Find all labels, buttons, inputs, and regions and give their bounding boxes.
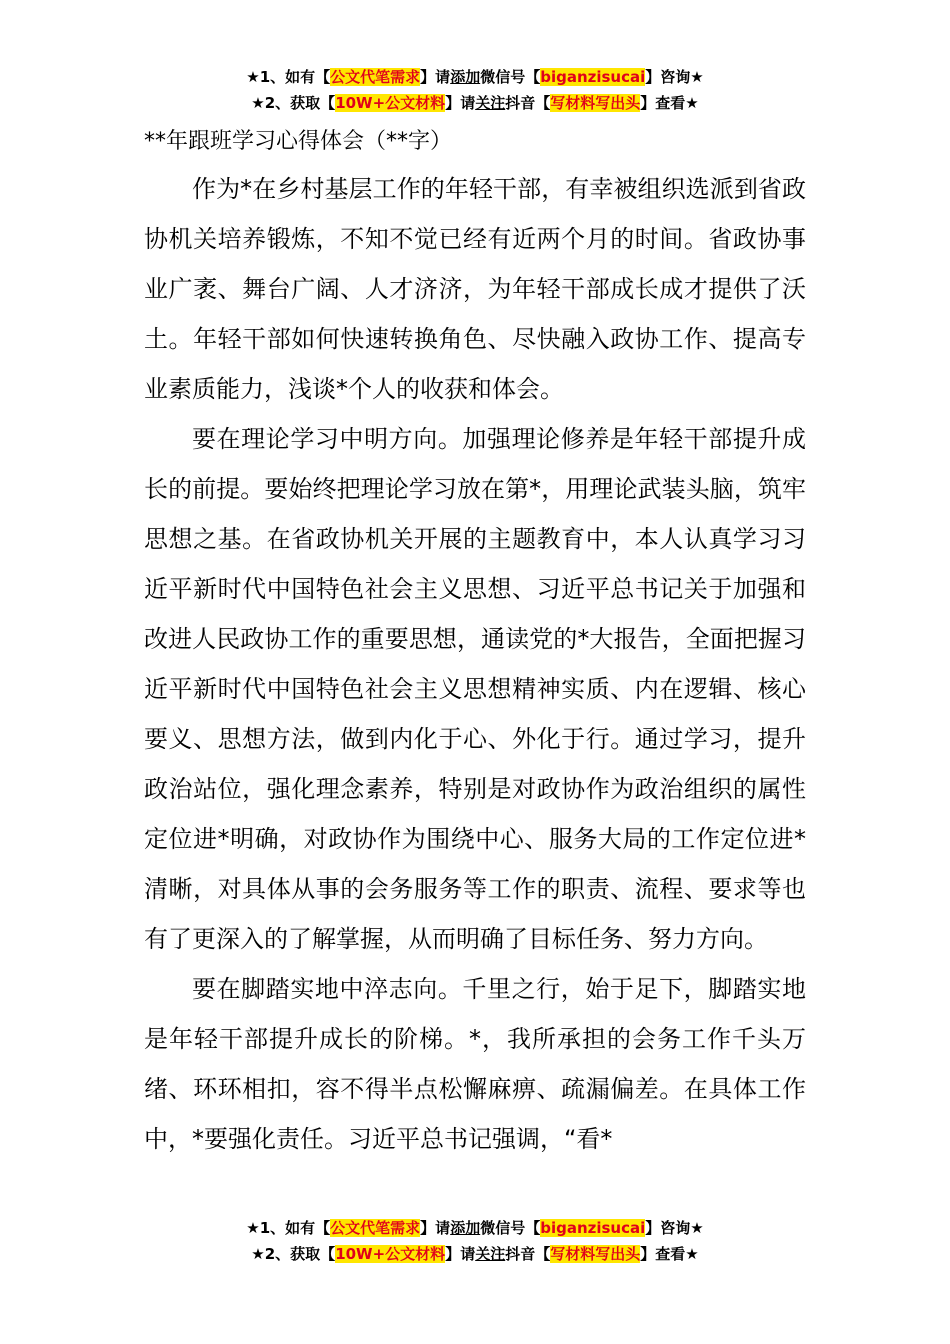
bottom-promo-banner (0, 1215, 950, 1267)
promo-text: 】请 (445, 94, 476, 112)
promo-underline: 关注 (475, 1245, 506, 1263)
promo-line-1 (0, 64, 950, 90)
paragraph: 作为*在乡村基层工作的年轻干部，有幸被组织选派到省政协机关培养锻炼，不知不觉已经有近两个月的时间。省政协事业广袤、舞台广阔、人才济济，为年轻干部成长成才提供了沃土。年轻干部如何快速转换角色、尽快融入政协工作、提高专业素质能力，浅谈*个人的收获和体会。 (144, 175, 806, 403)
promo-text: 微信号【 (480, 1219, 541, 1237)
promo-wechat-id: biganzisucai (540, 68, 646, 86)
promo-highlight: 公文代笔需求 (330, 1219, 421, 1237)
promo-underline: 关注 (475, 94, 506, 112)
promo-text: 】咨询★ (645, 1219, 704, 1237)
promo-text: ★2、获取【 (251, 1245, 336, 1263)
promo-text: ★1、如有【 (246, 1219, 331, 1237)
promo-underline: 添加 (450, 1219, 481, 1237)
promo-line-2 (0, 1241, 950, 1267)
paragraph: 要在理论学习中明方向。加强理论修养是年轻干部提升成长的前提。要始终把理论学习放在第*，用理论武装头脑，筑牢思想之基。在省政协机关开展的主题教育中，本人认真学习习近平新时代中国特色社会主义思想、习近平总书记关于加强和改进人民政协工作的重要思想，通读党的*大报告，全面把握习近平新时代中国特色社会主义思想精神实质、内在逻辑、核心要义、思想方法，做到内化于心、外化于行。通过学习，提升政治站位，强化理念素养，特别是对政协作为政治组织的属性定位进*明确，对政协作为围绕中心、服务大局的工作定位进*清晰，对具体从事的会务服务等工作的职责、流程、要求等也有了更深入的了解掌握，从而明确了目标任务、努力方向。 (144, 425, 806, 953)
promo-wechat-id: biganzisucai (540, 1219, 646, 1237)
promo-highlight: 10W+公文材料 (335, 1245, 446, 1263)
top-promo-banner (0, 64, 950, 116)
paragraph: 要在脚踏实地中淬志向。千里之行，始于足下，脚踏实地是年轻干部提升成长的阶梯。*，我所承担的会务工作千头万绪、环环相扣，容不得半点松懈麻痹、疏漏偏差。在具体工作中，*要强化责任。习近平总书记强调，“看* (144, 975, 806, 1153)
promo-line-2 (0, 90, 950, 116)
document-title: **年跟班学习心得体会（**字） (144, 129, 453, 154)
promo-text: ★1、如有【 (246, 68, 331, 86)
promo-line-1 (0, 1215, 950, 1241)
promo-highlight: 公文代笔需求 (330, 68, 421, 86)
promo-text: 】咨询★ (645, 68, 704, 86)
promo-highlight: 10W+公文材料 (335, 94, 446, 112)
promo-text: 】请 (445, 1245, 476, 1263)
promo-text: 抖音【 (505, 94, 551, 112)
promo-text: 微信号【 (480, 68, 541, 86)
document-body (144, 124, 806, 1164)
promo-text: 】查看★ (640, 94, 699, 112)
promo-douyin-id: 写材料写出头 (550, 94, 641, 112)
promo-underline: 添加 (450, 68, 481, 86)
promo-text: 抖音【 (505, 1245, 551, 1263)
promo-douyin-id: 写材料写出头 (550, 1245, 641, 1263)
promo-text: 】请 (420, 68, 451, 86)
promo-text: 】请 (420, 1219, 451, 1237)
promo-text: ★2、获取【 (251, 94, 336, 112)
promo-text: 】查看★ (640, 1245, 699, 1263)
